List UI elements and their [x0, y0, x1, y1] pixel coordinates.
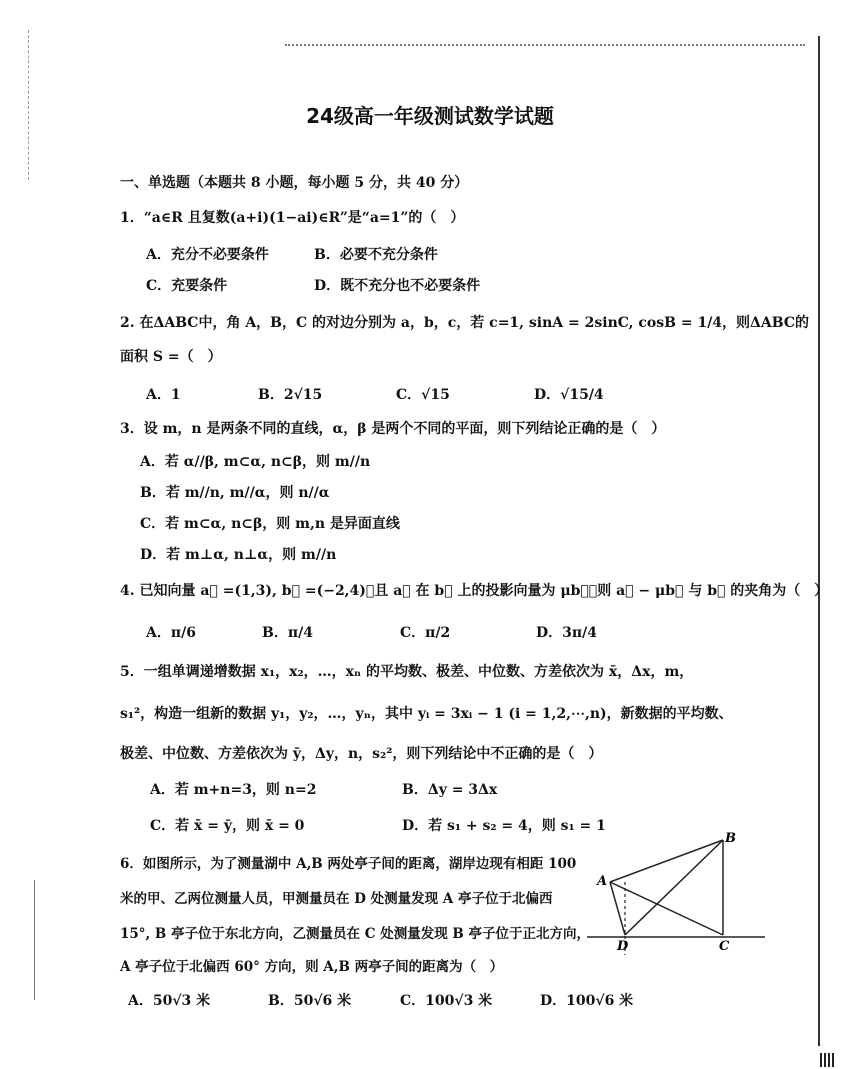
- segment-ac: [610, 882, 723, 935]
- q2-option-d: D．√15/4: [534, 387, 604, 403]
- q2-option-b: B．2√15: [258, 387, 323, 403]
- q6-option-a: A．50√3 米: [128, 993, 211, 1009]
- q6-stem-line3: 15°, B 亭子位于东北方向，乙测量员在 C 处测量发现 B 亭子位于正北方向，: [120, 926, 591, 942]
- q4-option-a: A．π/6: [146, 625, 196, 641]
- q3-option-d: D．若 m⊥α, n⊥α，则 m//n: [140, 547, 337, 563]
- q2-stem-line1: 2. 在ΔABC中，角 A，B，C 的对边分别为 a，b，c，若 c=1, sinA = 2sinC, cosB = 1/4，则ΔABC的: [120, 315, 810, 331]
- q5-stem-line2: s₁²，构造一组新的数据 y₁，y₂，…，yₙ，其中 yᵢ = 3xᵢ − 1 (i = 1,2,⋯,n)，新数据的平均数、: [120, 706, 733, 722]
- q5-option-b: B．Δy = 3Δx: [402, 782, 498, 798]
- q1-option-b: B．必要不充分条件: [314, 247, 438, 263]
- q5-option-d: D．若 s₁ + s₂ = 4，则 s₁ = 1: [402, 818, 606, 834]
- q5-stem-line3: 极差、中位数、方差依次为 ȳ，Δy，n，s₂²，则下列结论中不正确的是（ ）: [120, 746, 603, 762]
- q6-geometry-figure: [585, 830, 775, 965]
- label-c: C: [719, 939, 730, 954]
- q6-option-d: D．100√6 米: [540, 993, 634, 1009]
- q1-stem: 1．“a∈R 且复数(a+i)(1−ai)∈R”是“a=1”的（ ）: [120, 210, 465, 226]
- q1-option-d: D．既不充分也不必要条件: [314, 278, 481, 294]
- q5-stem-line1: 5．一组单调递增数据 x₁，x₂，…，xₙ 的平均数、极差、中位数、方差依次为 x̄，Δx，m，: [120, 664, 694, 680]
- q4-option-d: D．3π/4: [536, 625, 597, 641]
- scan-artifact-top: [285, 44, 805, 46]
- scanner-qr-mark: [820, 1053, 834, 1067]
- q2-option-a: A．1: [146, 387, 181, 403]
- q6-stem-line1: 6．如图所示，为了测量湖中 A,B 两处亭子间的距离，湖岸边现有相距 100: [120, 856, 577, 872]
- exam-title: 24级高一年级测试数学试题: [306, 104, 554, 128]
- segment-ad: [610, 882, 625, 935]
- q3-option-c: C．若 m⊂α, n⊂β，则 m,n 是异面直线: [140, 516, 400, 532]
- q2-stem-line2: 面积 S =（ ）: [120, 349, 222, 365]
- segment-ab: [610, 840, 723, 882]
- label-b: B: [725, 831, 736, 846]
- q6-stem-line2: 米的甲、乙两位测量人员，甲测量员在 D 处测量发现 A 亭子位于北偏西: [120, 891, 553, 907]
- q3-option-b: B．若 m//n, m//α，则 n//α: [140, 485, 330, 501]
- page-border-right: [818, 36, 820, 1046]
- q4-stem: 4. 已知向量 a⃗ =(1,3), b⃗ =(−2,4)，且 a⃗ 在 b⃗ 上的投影向量为 μb⃗，则 a⃗ − μb⃗ 与 b⃗ 的夹角为（ ）: [120, 583, 829, 599]
- label-a: A: [597, 874, 608, 889]
- q3-stem: 3．设 m，n 是两条不同的直线，α，β 是两个不同的平面，则下列结论正确的是（ ）: [120, 421, 666, 437]
- label-d: D: [617, 939, 629, 954]
- q4-option-c: C．π/2: [400, 625, 451, 641]
- q1-option-a: A．充分不必要条件: [146, 247, 269, 263]
- section-heading: 一、单选题（本题共 8 小题，每小题 5 分，共 40 分）: [120, 175, 469, 191]
- segment-db: [625, 840, 723, 935]
- q5-option-c: C．若 x̄ = ȳ，则 x̄ = 0: [150, 818, 305, 834]
- page-border-left: [34, 880, 35, 1000]
- q3-option-a: A．若 α//β, m⊂α, n⊂β，则 m//n: [140, 454, 371, 470]
- q6-option-b: B．50√6 米: [268, 993, 352, 1009]
- q6-option-c: C．100√3 米: [400, 993, 493, 1009]
- q4-option-b: B．π/4: [262, 625, 313, 641]
- q2-option-c: C．√15: [396, 387, 450, 403]
- q6-stem-line4: A 亭子位于北偏西 60° 方向，则 A,B 两亭子间的距离为（ ）: [120, 959, 504, 975]
- q1-option-c: C．充要条件: [146, 278, 228, 294]
- q5-option-a: A．若 m+n=3，则 n=2: [150, 782, 317, 798]
